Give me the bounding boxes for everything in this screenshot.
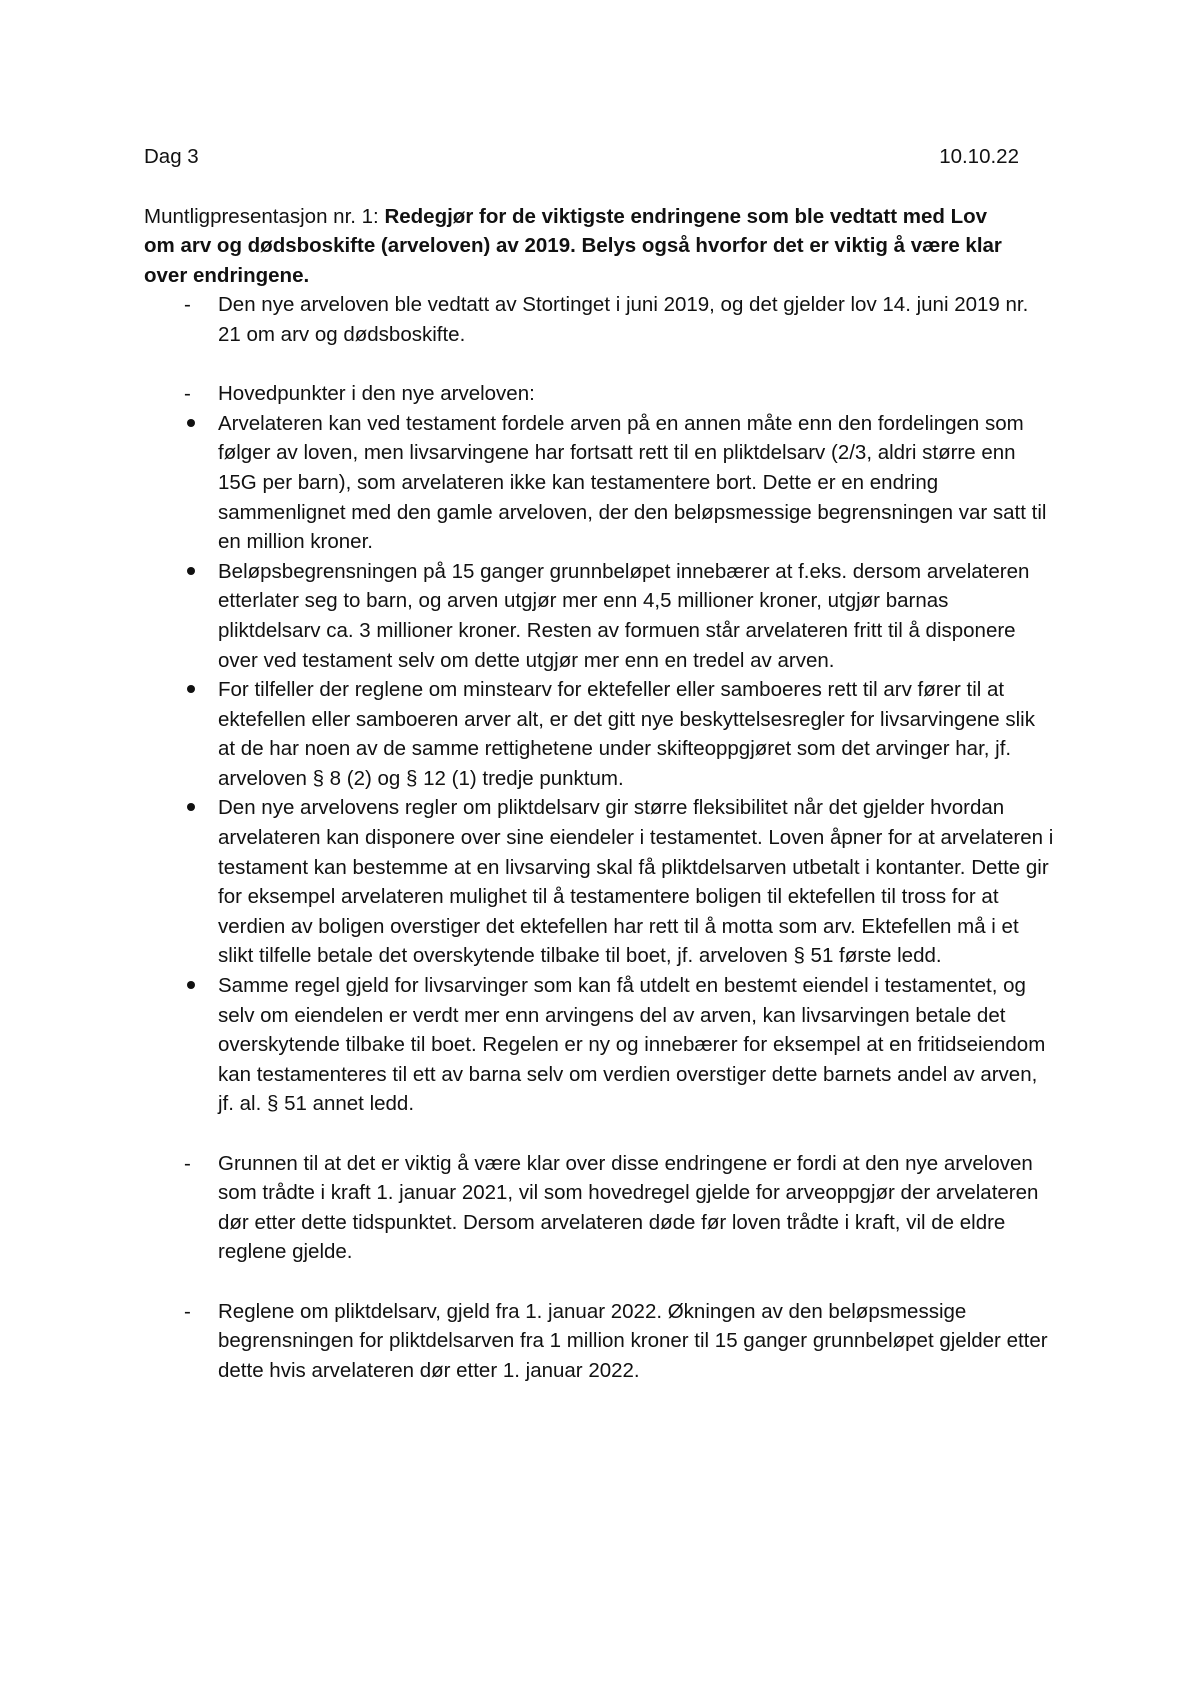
point-list: [144, 290, 1056, 1385]
list-item-text: Hovedpunkter i den nye arveloven:: [218, 382, 535, 406]
list-item-text: Den nye arveloven ble vedtatt av Stortinget i juni 2019, og det gjelder lov 14. juni 2019 nr. 21 om arv og dødsboskifte.: [218, 293, 1029, 346]
list-item: [144, 675, 1056, 793]
list-item: [144, 290, 1056, 349]
list-item: [144, 409, 1056, 557]
assignment-task: Redegjør for de viktigste endringene som ble vedtatt med Lov om arv og dødsboskifte (arveloven) av 2019. Belys også hvorfor det er viktig å være klar over endringene.: [144, 204, 1002, 287]
list-item-text: Den nye arvelovens regler om pliktdelsarv gir større fleksibilitet når det gjelder hvordan arvelateren kan disponere over sine eiendeler i testamentet. Loven åpner for at arvelateren i testament kan bestemme at en livsarving skal få pliktdelsarven utbetalt i kontanter. Dette gir for eksempel arvelateren mulighet til å testamentere boligen til ektefellen til tross for at verdien av boligen overstiger det ektefellen har rett til å motta som arv. Ektefellen må i et slikt tilfelle betale det overskytende tilbake til boet, jf. arveloven § 51 første ledd.: [218, 796, 1054, 968]
list-item: [144, 379, 1056, 409]
page-header: [144, 142, 1019, 172]
list-item-text: For tilfeller der reglene om minstearv for ektefeller eller samboeres rett til arv fører til at ektefellen eller samboeren arver alt, er det gitt nye beskyttelsesregler for livsarvingene slik at de har noen av de samme rettighetene under skifteoppgjøret som det arvinger har, jf. arveloven § 8 (2) og § 12 (1) tredje punktum.: [218, 678, 1035, 790]
dash-marker: -: [184, 1151, 191, 1175]
dash-marker: -: [184, 293, 191, 317]
list-item-text: Grunnen til at det er viktig å være klar over disse endringene er fordi at den nye arveloven som trådte i kraft 1. januar 2021, vil som hovedregel gjelde for arveoppgjør der arvelateren dør etter dette tidspunktet. Dersom arvelateren døde før loven trådte i kraft, vil de eldre reglene gjelde.: [218, 1151, 1039, 1264]
list-item-text: Beløpsbegrensningen på 15 ganger grunnbeløpet innebærer at f.eks. dersom arvelateren etterlater seg to barn, og arven utgjør mer enn 4,5 millioner kroner, utgjør barnas pliktdelsarv ca. 3 millioner kroner. Resten av formuen står arvelateren fritt til å disponere over ved testament selv om dette utgjør mer enn en tredel av arven.: [218, 559, 1030, 672]
spacer: [144, 350, 1056, 380]
list-item: [144, 971, 1056, 1119]
assignment-intro: [144, 202, 1014, 291]
assignment-prefix: Muntligpresentasjon nr. 1:: [144, 204, 385, 228]
list-item: [144, 1297, 1056, 1386]
list-item-text: Arvelateren kan ved testament fordele arven på en annen måte enn den fordelingen som følger av loven, men livsarvingene har fortsatt rett til en pliktdelsarv (2/3, aldri større enn 15G per barn), som arvelateren ikke kan testamentere bort. Dette er en endring sammenlignet med den gamle arveloven, der den beløpsmessige begrensningen var satt til en million kroner.: [218, 411, 1047, 554]
dash-marker: -: [184, 1299, 191, 1323]
spacer: [144, 1267, 1056, 1297]
list-item: [144, 793, 1056, 971]
date-label: 10.10.22: [939, 145, 1019, 168]
spacer: [144, 1119, 1056, 1149]
list-item: [144, 557, 1056, 675]
list-item-text: Reglene om pliktdelsarv, gjeld fra 1. januar 2022. Økningen av den beløpsmessige begrensningen for pliktdelsarven fra 1 million kroner til 15 ganger grunnbeløpet gjelder etter dette hvis arvelateren dør etter 1. januar 2022.: [218, 1299, 1048, 1382]
document-body: [144, 142, 1056, 1385]
list-item: [144, 1149, 1056, 1267]
dash-marker: -: [184, 382, 191, 406]
day-label: Dag 3: [144, 145, 199, 168]
list-item-text: Samme regel gjeld for livsarvinger som kan få utdelt en bestemt eiendel i testamentet, og selv om eiendelen er verdt mer enn arvingens del av arven, kan livsarvingen betale det overskytende tilbake til boet. Regelen er ny og innebærer for eksempel at en fritidseiendom kan testamenteres til ett av barna selv om verdien overstiger dette barnets andel av arven, jf. al. § 51 annet ledd.: [218, 974, 1046, 1116]
